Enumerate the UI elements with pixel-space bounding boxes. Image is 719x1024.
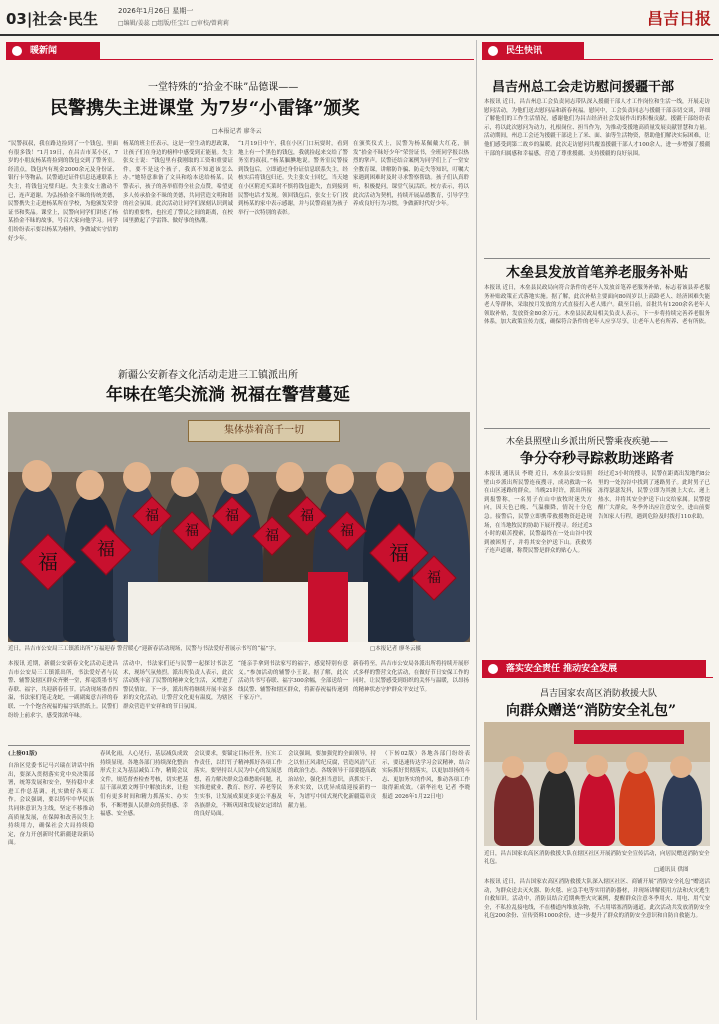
right2-title: 木垒县发放首笔养老服务补贴 — [506, 265, 688, 281]
person-head — [123, 462, 151, 492]
person-head — [276, 462, 304, 492]
tag-dot-icon — [488, 664, 498, 674]
right3-body: 本报讯 通讯员 李晓 近日，木垒县公安局照壁山乡派出所民警连夜搜寻，成功救助一名在山区迷路的群众。当晚21时许，派出所接到报警称，一名男子在山中放牧时迷失方向，因天色已晚、气温骤降，情况十分危急。接警后，民警立即携带救援物资赶赴现场，在当地牧民的协助下展开搜寻。经过近3小时的艰苦搜索，民警最终在一处山谷中找到被困男子，并将其安全护送下山。获救男子连声道谢，称赞民警是群众的贴心人。 — [484, 471, 592, 555]
page-number: 03 — [6, 10, 27, 28]
article1-col1: “民警叔叔，我在路边捡到了一个钱包，里面有很多钱！”1月19日，在昌吉市某小区，7岁的小朋友杨某将捡到的钱包交到了警务室。经清点，钱包内有现金2000余元及身份证、银行卡等物品。民警通过证件信息迅速联系上失主，将钱包完璧归赵。失主张女士激动不已，连声道谢。为弘扬拾金不昧的传统美德，民警携失主走进杨某所在学校，为他颁发荣誉证书和奖品。课堂上，民警向同学们讲述了杨某拾金不昧的故事，号召大家向他学习。同学们纷纷表示要以杨某为榜样，争做诚实守信的好少年。 — [8, 141, 118, 242]
article-divider — [484, 428, 710, 429]
right3-title: 争分夺秒寻踪救助迷路者 — [520, 451, 674, 467]
article2-body3: “能亲手拿到书法家写的福字，感觉特别有意义。”参加活动的辅警小王说。据了解，此次活动共书写春联、福字300余幅，全部送给一线民警、辅警和辖区群众，将新春祝福传递到千家万户。 — [238, 661, 348, 702]
person-head — [376, 462, 404, 492]
article1-byline: □本报记者 廖冬云 — [212, 128, 262, 135]
article1-col4: 在颁奖仪式上，民警为杨某佩戴大红花，颁发“拾金不昧好少年”荣誉证书，全班同学报以热烈的掌声。民警还结合案例为同学们上了一堂安全教育课，讲解防诈骗、防走失等知识，叮嘱大家遇到困难时及时寻求警察帮助。孩子们认真聆听，积极提问，课堂气氛活跃。校方表示，将以此次活动为契机，持续开展品德教育，引导学生养成良好行为习惯，争做新时代好少年。 — [353, 141, 469, 208]
article2-caption: 近日，昌吉市公安局三工镇派出所“万福迎春 警营暖心”迎新春活动现场，民警与书法爱好者展示书写的“福”字。 — [8, 646, 280, 652]
right3-body2: 经过近3小时的搜寻，民警在距离出发地约8公里的一处沟谷中找到了迷路男子。此时男子已冻得瑟瑟发抖，民警立即为其披上大衣、递上热水，并将其安全护送下山交给家属。民警提醒广大群众，冬季外出应注意安全，进山前要告知家人行程，遇到危险及时拨打110求助。 — [598, 471, 710, 520]
article3-col2: 春风化雨，人心见行，基层减负成效持续显现。各地各部门持续深化整治形式主义为基层减负工作，精简会议文件，规范督查检查考核，切实把基层干部从繁文缛节中解放出来，让他们有更多时间和精力抓落实、办实事，不断增强人民群众的获得感、幸福感、安全感。 — [100, 751, 188, 818]
article2-body2: 活动中，书法家们还与民警一起探讨书法艺术，现场气氛热烈。派出所负责人表示，此次活动既丰富了民警的精神文化生活，又增进了警民情谊。下一步，派出所将继续开展丰富多彩的文化活动，让警营文化更有温度，为辖区群众营造平安祥和的节日氛围。 — [123, 661, 233, 710]
person-head — [546, 752, 568, 774]
person-figure — [539, 767, 575, 846]
right-section-header — [482, 42, 713, 60]
section-tag-livelihood: 民生快讯 — [482, 42, 584, 60]
article-divider — [484, 258, 710, 259]
right2-body: 本报讯 近日，木垒县民政局向符合条件的老年人发放首笔养老服务补贴，标志着该县养老服务补贴政策正式落地实施。据了解，此次补贴主要面向80周岁以上高龄老人、经济困难失能老人等群体，采取按月发放的方式直接打入老人账户。截至目前，首批共有1200余名老年人领取补贴，发放资金80余万元。木垒县民政局相关负责人表示，下一步将持续完善养老服务体系，加大政策宣传力度，确保符合条件的老年人应享尽享，让老年人老有所养、老有所依。 — [484, 285, 710, 326]
person-figure — [619, 767, 655, 846]
person-head — [626, 752, 648, 774]
right4-photo — [484, 722, 710, 846]
person-figure — [494, 772, 534, 846]
article3-col4: 会议强调，要加强党的全面领导，持之以恒正风肃纪反腐，营造风清气正的政治生态。各级领导干部要提高政治站位，强化担当意识，真抓实干、务求实效，以优异成绩迎接新的一年，为谱写中国式现代化新疆篇章贡献力量。 — [288, 751, 376, 809]
person-head — [426, 462, 454, 492]
fu-decoration: 福 — [172, 511, 212, 551]
section-divider — [8, 745, 470, 746]
editor-credits: □编辑/姜蕊 □组版/任宝红 □审校/曾莉莉 — [118, 20, 229, 27]
person-head — [22, 460, 52, 492]
right3-kicker: 木垒县照壁山乡派出所民警乘夜疾驰—— — [506, 437, 669, 447]
right4-kicker: 昌吉国家农高区消防救援大队 — [540, 689, 658, 699]
right4-title: 向群众赠送“消防安全礼包” — [506, 703, 677, 719]
left-section-header — [6, 42, 474, 60]
article1-col3: “1月19日中午，我在小区门口玩耍时，看到地上有一个黑色的钱包，我就捡起来交给了警务室的叔叔。”杨某腼腆地说。警务室民警接到钱包后，立即通过身份证信息联系失主，经核实后将钱包归还。失主张女士回忆，当天她在小区附近买菜时不慎将钱包遗失，直到接到民警电话才发现。领回钱包后，张女士专门找到杨某的家中表示感谢，并与民警商量为孩子举行一次特别的表彰。 — [238, 141, 348, 216]
article2-body1: 本报讯 近期，新疆公安新春文化活动走进昌吉市公安局三工镇派出所，书法爱好者与民警、辅警及辖区群众齐聚一堂，挥毫泼墨书写春联、福字，共迎新春佳节。活动现场墨香四溢，书法家们笔走龙蛇，一副副寓意吉祥的春联、一个个饱含祝福的福字跃然纸上。民警们纷纷上前求字，感受浓浓年味。 — [8, 661, 118, 719]
person-figure — [579, 770, 615, 846]
article2-photo-credit: □本报记者 廖冬云摄 — [370, 646, 421, 652]
person-figure — [662, 772, 702, 846]
right4-caption: 近日，昌吉国家农高区消防救援大队在辖区社区开展消防安全宣传活动，向居民赠送消防安全礼包。 — [484, 851, 710, 865]
column-rule — [476, 40, 477, 1020]
right1-title: 昌吉州总工会走访慰问援疆干部 — [492, 80, 675, 95]
article1-title: 民警携失主进课堂 为7岁“小雷锋”颁奖 — [50, 98, 360, 119]
article2-body4: 新春将至，昌吉市公安局各派出所将持续开展形式多样的警营文化活动，在做好节日安保工作的同时，让民警感受到组织的关怀与温暖，以昂扬的精神状态守护群众平安过节。 — [353, 661, 469, 693]
person-head — [221, 464, 249, 494]
tag-dot-icon — [488, 46, 498, 56]
article2-photo — [8, 412, 470, 642]
section-rule — [682, 677, 713, 678]
article3-col1: 自治区党委书记马兴瑞在讲话中指出，要深入贯彻落实党中央决策部署，统筹发展和安全，坚持稳中求进工作总基调，扎实做好各项工作。会议强调，要以铸牢中华民族共同体意识为主线，坚定不移推动高质量发展，在保障和改善民生上持续用力，确保社会大局持续稳定，奋力开创新时代新疆建设新局面。 — [8, 763, 94, 847]
person-head — [670, 756, 692, 778]
photo-banner: 集体恭着高千一切 — [188, 420, 340, 442]
article2-title: 年味在笔尖流淌 祝福在警营蔓延 — [106, 385, 350, 405]
article1-col2: 杨某的班主任表示，这是一堂生动的思政课，让孩子们在身边的榜样中感受到正能量。失主张女士说：“钱包里有我刚取的工资和重要证件，要不是这个孩子，我真不知道该怎么办。”她特意准备了文具和绘本送给杨某。民警表示，孩子的善举值得全社会点赞，希望更多人传承拾金不昧的美德，共同营造文明和谐的社会氛围。此次活动让同学们深刻认识到诚信的重要性，也拉近了警民之间的距离，在校园里掀起了学雷锋、做好事的热潮。 — [123, 141, 233, 225]
person-head — [502, 756, 524, 778]
person-head — [76, 470, 104, 500]
article2-kicker: 新疆公安新春文化活动走进三工镇派出所 — [118, 370, 298, 381]
right-bottom-section-header — [482, 660, 713, 678]
section-rule — [76, 59, 474, 60]
person-head — [586, 755, 608, 777]
section-tag-warm-news: 暖新闻 — [6, 42, 100, 60]
article3-col3: 会议要求，要锚定目标任务，压实工作责任，以钉钉子精神抓好各项工作落实。要坚持以人民为中心的发展思想，着力解决群众急难愁盼问题，扎实推进就业、教育、医疗、养老等民生实事，让发展成果更多更公平惠及各族群众，不断巩固和发展安定团结的良好局面。 — [194, 751, 282, 818]
fu-decoration: 福 — [20, 534, 77, 591]
fu-decoration: 福 — [81, 525, 132, 576]
article3-intro: (上接01版) — [8, 751, 38, 757]
section-rule — [560, 59, 713, 60]
paper-logo: 昌吉日报 — [646, 9, 711, 28]
right4-photo-credit: □通讯员 供图 — [654, 867, 689, 873]
fu-decoration: 福 — [287, 496, 327, 536]
red-scroll — [308, 572, 348, 642]
fu-decoration: 福 — [327, 511, 367, 551]
issue-date: 2026年1月26日 星期一 — [118, 7, 194, 15]
right1-body: 本报讯 近日，昌吉州总工会负责同志带队深入援疆干部人才工作岗位和生活一线，开展走访慰问活动，为他们送去慰问品和新春祝福。慰问中，工会负责同志与援疆干部亲切交谈，详细了解他们的工作生活情况，感谢他们为昌吉经济社会发展作出的积极贡献。援疆干部纷纷表示，将以此次慰问为动力，扎根岗位、担当作为，为推动受援地高质量发展贡献智慧和力量。活动期间，州总工会还为援疆干部送上了米、面、油等生活物资，帮助他们解决实际困难，让他们感受到第二故乡的温暖。此次走访慰问共覆盖援疆干部人才100余人，进一步增强了援疆干部的归属感和幸福感，营造了尊重援疆、支持援疆的良好氛围。 — [484, 99, 710, 157]
person-head — [326, 464, 354, 494]
article3-col5: （下转02版）各地各部门纷纷表示，要迅速传达学习会议精神，结合实际抓好贯彻落实，以更加昂扬的斗志、更加务实的作风，推动各项工作取得新成效。（新华社电 记者 李晓 报道 2026年1月22日电） — [382, 751, 470, 800]
section-tag-safety: 落实安全责任 推动安全发展 — [482, 660, 706, 678]
fu-decoration: 福 — [212, 496, 252, 536]
fu-decoration: 福 — [132, 496, 172, 536]
page-header — [0, 0, 719, 36]
article1-kicker: 一堂特殊的“拾金不昧”品德课—— — [148, 82, 299, 93]
photo-banner-red — [574, 730, 684, 744]
fu-decoration: 福 — [369, 523, 428, 582]
tag-dot-icon — [12, 46, 22, 56]
page-section-label: 03|社会·民生 — [6, 10, 99, 28]
fu-decoration: 福 — [411, 555, 456, 600]
fu-decoration: 福 — [252, 516, 292, 556]
section-name: 社会·民生 — [32, 10, 99, 28]
right4-body: 本报讯 近日，昌吉国家农高区消防救援大队深入辖区社区、商铺开展“消防安全礼包”赠送活动，为群众送去灭火器、防火毯、应急手电等实用消防器材，并现场讲解使用方法和火灾逃生自救知识。活动中，消防员结合近期典型火灾案例，提醒群众注意冬季用火、用电、用气安全，不私拉乱接电线，不在楼道内堆放杂物，不占用堵塞消防通道。此次活动共发放消防安全礼包200余份、宣传资料1000余份，进一步提升了群众的消防安全意识和自防自救能力。 — [484, 879, 710, 920]
person-head — [171, 467, 199, 497]
